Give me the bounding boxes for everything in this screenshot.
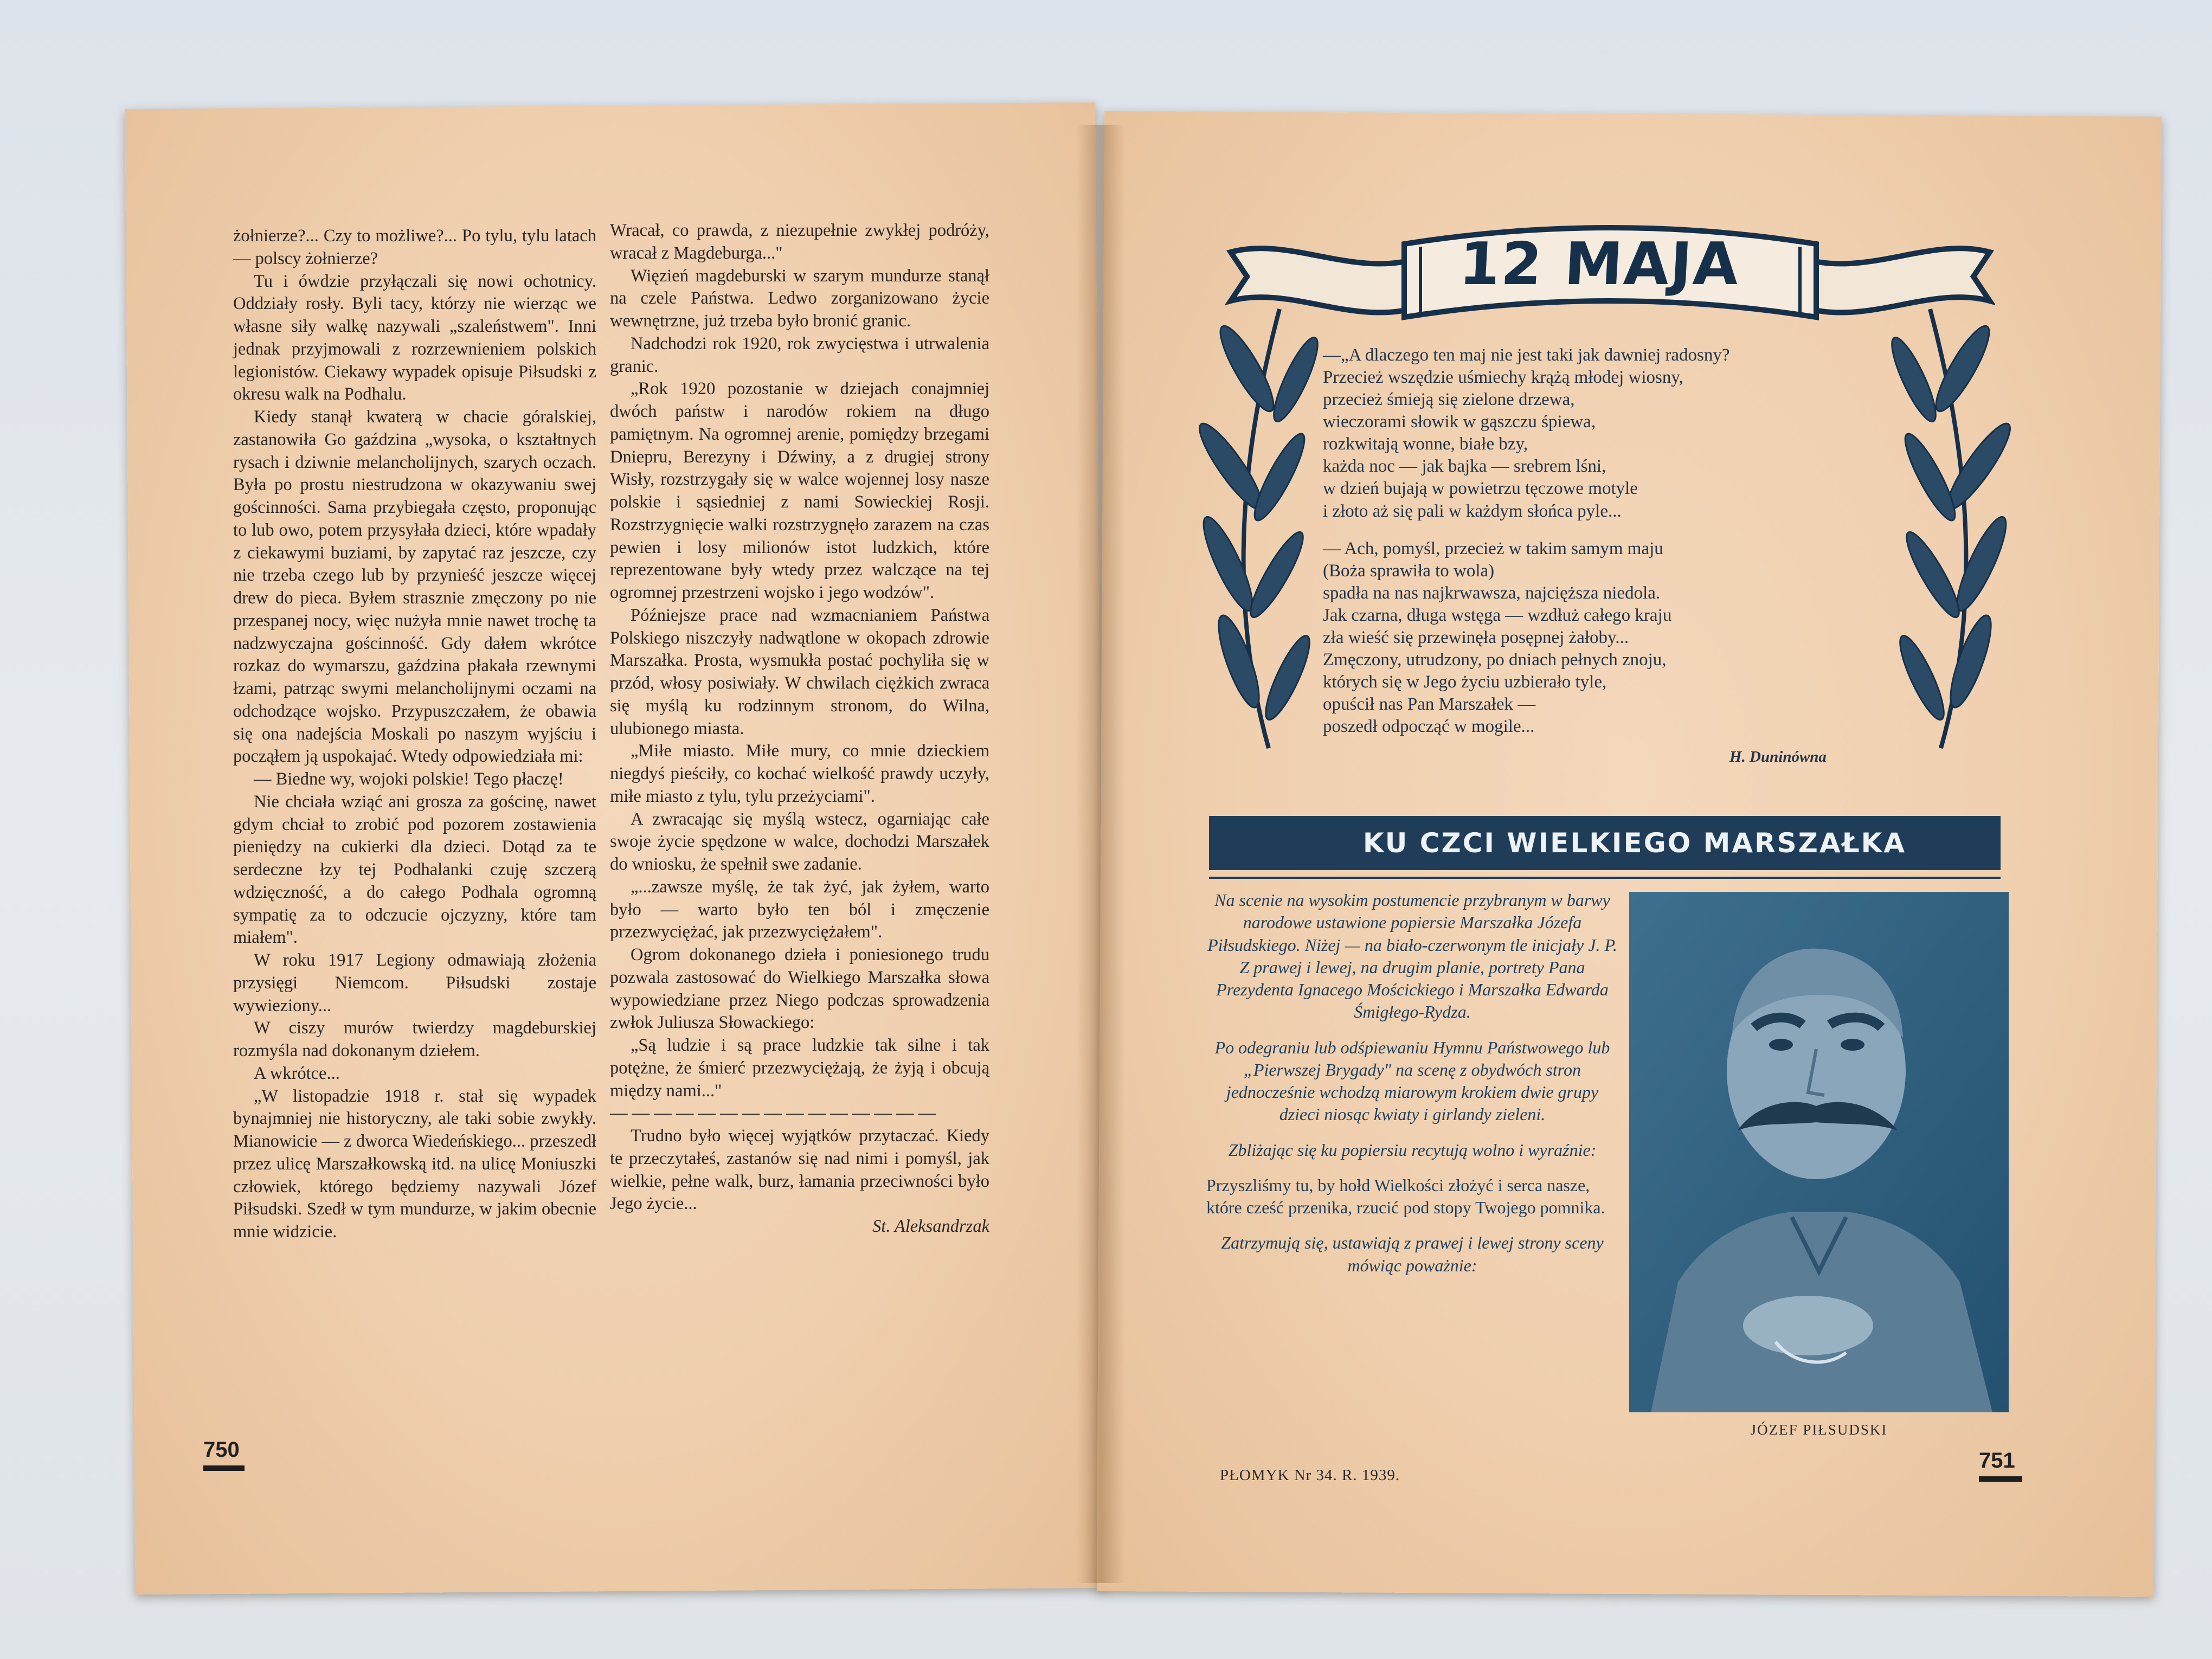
- scene-paragraph: Na scenie na wysokim postumencie przybranym w barwy narodowe ustawione popiersie Marszałka Józefa Piłsudskiego. Niżej — na biało-czerwonym tle inicjały J. P. Z prawej i lewej, na drugim planie, portrety Pana Prezydenta Ignacego Mościckiego i Marszałka Edwarda Śmigłego-Rydza.: [1207, 890, 1617, 1022]
- poem-line: których się w Jego życiu uzbierało tyle,: [1323, 672, 1607, 692]
- page-number-left: [203, 1438, 245, 1471]
- page-number-right: [1979, 1449, 2022, 1482]
- poem-line: — Ach, pomyśl, przecież w takim samym maju: [1323, 538, 1663, 558]
- poem-line: w dzień bujają w powietrzu tęczowe motyle: [1323, 479, 1638, 499]
- paragraph: W roku 1917 Legiony odmawiają złożenia przysięgi Niemcom. Piłsudski zostaje wywieziony...: [233, 950, 596, 1015]
- page-number-right-text: 751: [1979, 1449, 2015, 1472]
- poem-line: przecież śmieją się zielone drzewa,: [1323, 390, 1575, 410]
- poem-line: Przecież wszędzie uśmiechy krążą młodej wiosny,: [1323, 368, 1683, 388]
- portrait-photo-pilsudski: [1629, 892, 2009, 1412]
- poem-line: Jak czarna, długa wstęga — wzdłuż całego kraju: [1323, 605, 1672, 625]
- page-number-right-underline: [1979, 1476, 2022, 1482]
- paragraph: — Biedne wy, wojoki polskie! Tego płaczę!: [254, 769, 564, 789]
- paragraph: W ciszy murów twierdzy magdeburskiej rozmyśla nad dokonanym dziełem.: [233, 1018, 596, 1060]
- page-number-left-text: 750: [203, 1438, 240, 1462]
- heading-rule: [1209, 877, 2001, 879]
- paragraph: — — — — — — — — — — — — — — —: [610, 1103, 936, 1123]
- poem-line: (Boża sprawiła to wola): [1323, 561, 1495, 581]
- paragraph: St. Aleksandrzak: [872, 1217, 989, 1236]
- paragraph: Ogrom dokonanego dzieła i poniesionego trudu pozwala zastosować do Wielkiego Marszałka słowa wypowiedziane przez Niego podczas sprowadzenia zwłok Juliusza Słowackiego:: [610, 945, 989, 1033]
- poem-line: zła wieść się przewinęła posępnej żałoby...: [1323, 627, 1629, 647]
- poem-line: —„A dlaczego ten maj nie jest taki jak dawniej radosny?: [1323, 345, 1730, 365]
- magazine-footer: PŁOMYK Nr 34. R. 1939.: [1220, 1467, 1400, 1484]
- section-heading-text: KU CZCI WIELKIEGO MARSZAŁKA: [1362, 827, 1907, 859]
- section-heading: [1209, 816, 2001, 870]
- stanza-gap: [1323, 523, 1887, 538]
- left-column-1: [233, 225, 596, 1244]
- paragraph: A wkrótce...: [254, 1063, 340, 1083]
- poem-line: Zmęczony, utrudzony, po dniach pełnych znoju,: [1323, 650, 1667, 670]
- paragraph: żołnierze?... Czy to możliwe?... Po tylu, tylu latach — polscy żołnierze?: [233, 226, 596, 268]
- paragraph: „Są ludzie i są prace ludzkie tak silne i tak potężne, że śmierć przezwyciężają, że żyją i obcują między nami...": [610, 1036, 989, 1101]
- poem-line: każda noc — jak bajka — srebrem lśni,: [1323, 456, 1606, 477]
- scene-paragraph: Po odegraniu lub odśpiewaniu Hymnu Państwowego lub „Pierwszej Brygady" na scenę z obydwóch stron jednocześnie wchodzą miarowym krokiem dwie grupy dzieci niosąc kwiaty i girlandy zieleni.: [1214, 1037, 1610, 1124]
- scene-paragraph: Zbliżając się ku popiersiu recytują wolno i wyraźnie:: [1228, 1140, 1597, 1160]
- paragraph: „W listopadzie 1918 r. stał się wypadek bynajmniej nie historyczny, ale taki sobie zwykły. Mianowicie — z dworca Wiedeńskiego... przeszedł przez ulicę Marszałkowską itd. na ulicę Moniuszki człowiek, którego będziemy nazywali Józef Piłsudski. Szedł w tym mundurze, w jakim obecnie mnie widzicie.: [233, 1086, 596, 1242]
- left-column-2: [610, 220, 989, 1238]
- paragraph: Tu i ówdzie przyłączali się nowi ochotnicy. Oddziały rosły. Byli tacy, którzy nie wierząc we własne siły walkę nazywali „szaleństwem". Inni jednak przyjmowali z rozrzewnieniem polskich legionistów. Ciekawy wypadek opisuje Piłsudski z okresu walk na Podhalu.: [233, 271, 596, 404]
- paragraph: „Miłe miasto. Miłe mury, co mnie dzieckiem niegdyś pieściły, co kochać wielkość prawdy uczyły, miłe miasto z tylu, tylu przeżyciami".: [610, 741, 989, 806]
- page-number-left-underline: [203, 1465, 245, 1471]
- paragraph: Nadchodzi rok 1920, rok zwycięstwa i utrwalenia granic.: [610, 333, 989, 376]
- paragraph: Wracał, co prawda, z niezupełnie zwykłej podróży, wracał z Magdeburga...": [610, 221, 989, 263]
- scene-paragraph: Przyszliśmy tu, by hołd Wielkości złożyć i serca nasze, które cześć przenika, rzucić pod stopy Twojego pomnika.: [1206, 1175, 1605, 1218]
- paragraph: „Rok 1920 pozostanie w dziejach conajmniej dwóch państw i narodów rokiem na długo pamiętnym. Na ogromnej arenie, pomiędzy brzegami Dniepru, Berezyny i Dźwiny, a z drugiej strony Wisły, rozstrzygały się w walce wojennej losy nasze polskie i sąsiedniej z nami Sowieckiej Rosji. Rozstrzygnięcie walki rozstrzygnęło zarazem na czas pewien i losy milionów istot ludzkich, które reprezentowane były wtedy przez walczące na tej ogromnej przestrzeni wojsko i jego wodzów".: [610, 379, 989, 602]
- poem-line: i złoto aż się pali w każdym słońca pyle...: [1323, 501, 1622, 521]
- scene-paragraph: Zatrzymują się, ustawiają z prawej i lewej strony sceny mówiąc poważnie:: [1221, 1233, 1604, 1275]
- poem-12-maja: [1323, 344, 1887, 738]
- paragraph: Więzień magdeburski w szarym mundurze stanął na czele Państwa. Ledwo zorganizowano życie wewnętrzne, już trzeba było bronić granic.: [610, 266, 989, 331]
- poem-author: H. Duninówna: [1729, 748, 1827, 766]
- poem-line: opuścił nas Pan Marszałek —: [1323, 695, 1536, 715]
- poem-line: rozkwitają wonne, białe bzy,: [1323, 434, 1528, 454]
- poem-line: wieczorami słowik w gąszczu śpiewa,: [1323, 412, 1596, 432]
- paragraph: Kiedy stanął kwaterą w chacie góralskiej, zastanowiła Go gaździna „wysoka, o kształtnych rysach i dziwnie melancholijnych, szarych oczach. Była po prostu niestrudzona w okazywaniu swej gościnności. Sama przybiegała często, proponując to lub owo, potem przysyłała dzieci, które wpadały z ciekawymi buziami, by zapytać raz jeszcze, czy nie trzeba czego lub by przynieść jeszcze więcej drew do pieca. Byłem strasznie zmęczony po nie przespanej nocy, więc nużyła mnie nawet trochę ta nadzwyczajna gościnność. Gdy dałem wkrótce rozkaz do wymarszu, gaździna płakała rzewnymi łzami, patrząc swymi melancholijnymi oczami na odchodzące wojsko. Przypuszczałem, że obawia się ona nadejścia Moskali po naszym wyjściu i począłem ją uspokajać. Wtedy odpowiedziała mi:: [233, 407, 596, 767]
- paragraph: „...zawsze myślę, że tak żyć, jak żyłem, warto było — warto było ten ból i zmęczenie przezwyciężać, jak przezwyciężałem".: [610, 877, 989, 942]
- paragraph: A zwracając się myślą wstecz, ogarniając całe swoje życie spędzone w walce, dochodzi Marszałek do wniosku, że spełnił swe zadanie.: [610, 809, 989, 874]
- poem-line: spadła na nas najkrwawsza, najcięższa niedola.: [1323, 583, 1661, 603]
- poem-line: poszedł odpocząć w mogile...: [1323, 717, 1535, 737]
- paragraph: Nie chciała wziąć ani grosza za gościnę, nawet gdym chciał to zrobić pod pozorem zostawienia pieniędzy na cukierki dla dzieci. Dotąd za te serdeczne łzy tej Podhalanki czuję szczerą wdzięczność, a do całego Podhala ogromną sympatię za to odczucie ojczyzny, które tam miałem".: [233, 792, 596, 948]
- book-gutter: [1076, 125, 1125, 1583]
- paragraph: Trudno było więcej wyjątków przytaczać. Kiedy te przeczytałeś, zastanów się nad nimi i pomyśl, jak wielkie, pełne walk, burz, łamania przeciwności było Jego życie...: [610, 1126, 989, 1214]
- portrait-caption: JÓZEF PIŁSUDSKI: [1750, 1422, 1888, 1438]
- paragraph: Późniejsze prace nad wzmacnianiem Państwa Polskiego niszczyły nadwątlone w okopach zdrowie Marszałka. Prosta, wysmukła postać pochyliła się w przód, włosy posiwiały. W chwilach ciężkich zwraca się myślą ku rodzinnym stronom, do Wilna, ulubionego miasta.: [610, 605, 989, 738]
- banner-title: 12 MAJA: [1457, 230, 1741, 298]
- scene-description: [1206, 889, 1618, 1290]
